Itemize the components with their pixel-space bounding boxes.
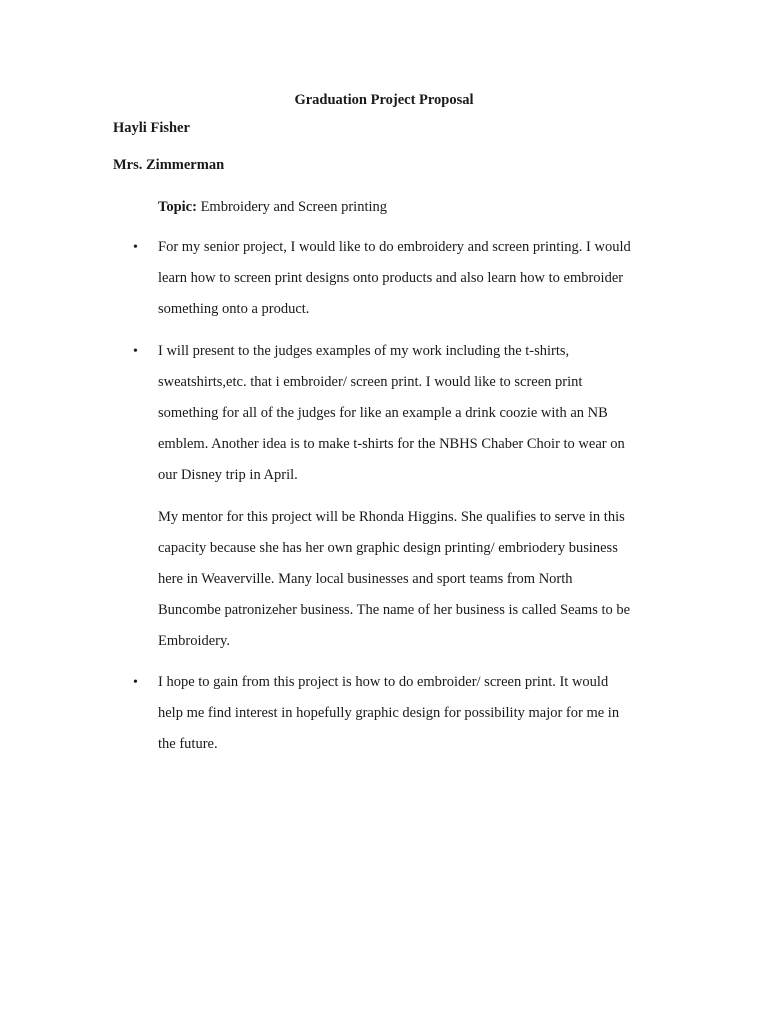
paragraph-line: emblem. Another idea is to make t-shirts for the NBHS Chaber Choir to wear on bbox=[158, 436, 625, 452]
paragraph-goals bbox=[158, 667, 658, 760]
paragraph-line: My mentor for this project will be Rhonda Higgins. She qualifies to serve in this bbox=[158, 509, 625, 525]
bullet-icon: • bbox=[133, 240, 138, 255]
paragraph-line: sweatshirts,etc. that i embroider/ screen print. I would like to screen print bbox=[158, 374, 583, 390]
paragraph-line: here in Weaverville. Many local businesses and sport teams from North bbox=[158, 571, 573, 587]
paragraph-line: Buncombe patronizeher business. The name of her business is called Seams to be bbox=[158, 602, 631, 618]
paragraph-line: something onto a product. bbox=[158, 301, 310, 317]
topic-line bbox=[158, 199, 387, 216]
student-name: Hayli Fisher bbox=[113, 120, 190, 136]
paragraph-presentation bbox=[158, 336, 658, 491]
topic-value: Embroidery and Screen printing bbox=[200, 199, 388, 215]
paragraph-line: Embroidery. bbox=[158, 633, 230, 649]
bullet-icon: • bbox=[133, 675, 138, 690]
paragraph-line: help me find interest in hopefully graphic design for possibility major for me in bbox=[158, 705, 620, 721]
paragraph-line: something for all of the judges for like an example a drink coozie with an NB bbox=[158, 405, 608, 421]
paragraph-line: For my senior project, I would like to do embroidery and screen printing. I would bbox=[158, 239, 631, 255]
document-title: Graduation Project Proposal bbox=[294, 92, 474, 108]
teacher-name: Mrs. Zimmerman bbox=[113, 157, 225, 173]
paragraph-mentor bbox=[158, 502, 658, 657]
topic-label: Topic: bbox=[158, 199, 197, 215]
paragraph-line: the future. bbox=[158, 736, 218, 752]
paragraph-line: capacity because she has her own graphic design printing/ embriodery business bbox=[158, 540, 618, 556]
paragraph-line: I hope to gain from this project is how to do embroider/ screen print. It would bbox=[158, 674, 609, 690]
paragraph-senior-project bbox=[158, 232, 658, 325]
paragraph-line: I will present to the judges examples of my work including the t-shirts, bbox=[158, 343, 570, 359]
paragraph-line: our Disney trip in April. bbox=[158, 467, 298, 483]
paragraph-line: learn how to screen print designs onto products and also learn how to embroider bbox=[158, 270, 624, 286]
bullet-icon: • bbox=[133, 344, 138, 359]
